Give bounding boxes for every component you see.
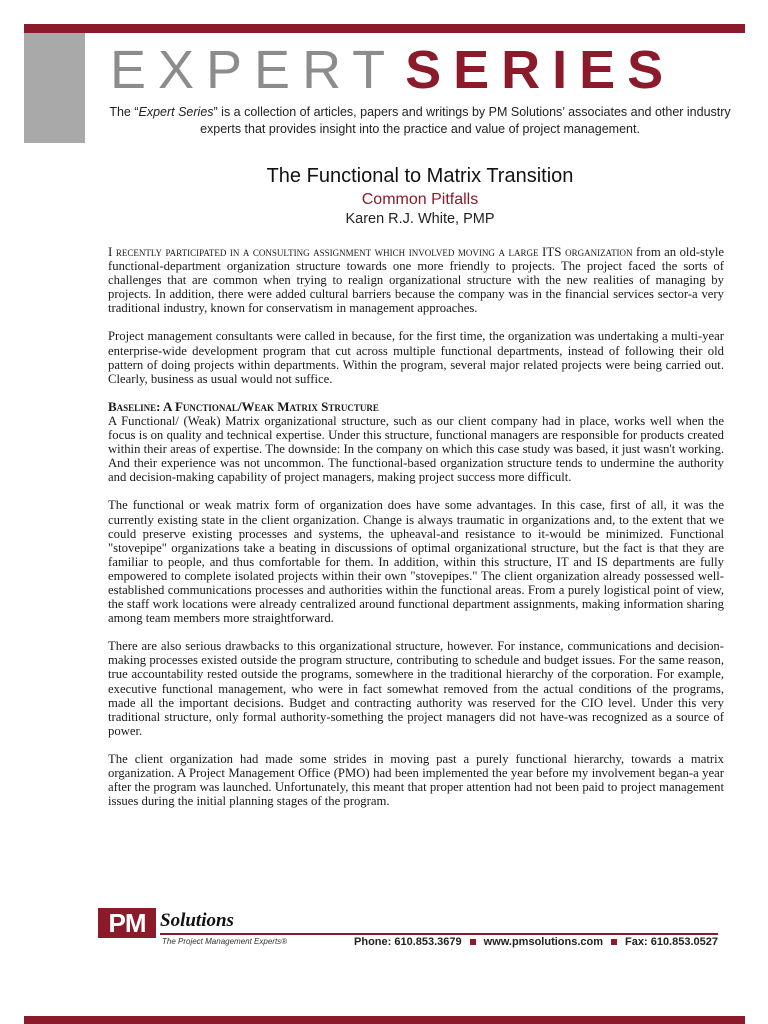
- paragraph-3-text: A Functional/ (Weak) Matrix organizational structure, such as our client company had in place, works well when the focus is on quality and technical expertise. Under this structure, functional managers are responsible for products created within their areas of expertise. The downside: In the company on which this case study was based, it just wasn't working. And their experience was not uncommon. The functional-based organization structure tends to undermine the authority and decision-making capability of project managers, making project success more difficult.: [108, 413, 724, 485]
- series-word-expert: EXPERT: [110, 40, 398, 100]
- article-subtitle: Common Pitfalls: [361, 191, 479, 208]
- footer: [96, 906, 720, 950]
- paragraph-1-text: from an old-style functional-department organization structure towards one more friendly to projects. The project faced the sorts of challenges that are common when trying to realign organizational structure with the new realities of managing by projects. In addition, there were added cultural barriers because the company was in the financial services sector-a very traditional industry, known for conservatism in management approaches.: [108, 245, 724, 316]
- contact-line: [306, 936, 718, 948]
- bullet-square-icon: [611, 939, 617, 945]
- series-intro: [100, 104, 740, 138]
- article-title: The Functional to Matrix Transition: [266, 165, 574, 187]
- website-link[interactable]: www.pmsolutions.com: [483, 936, 604, 948]
- intro-text: ” is a collection of articles, papers and writings by PM Solutions’ associates and other industry experts that provides insight into the practice and value of project management.: [200, 105, 731, 136]
- paragraph-3: [108, 400, 724, 485]
- footer-rule: [160, 933, 718, 935]
- paragraph-1: [108, 245, 724, 315]
- fax-number: Fax: 610.853.0527: [625, 936, 718, 948]
- bottom-accent-rule: [24, 1016, 745, 1024]
- section-heading: Baseline: A Functional/Weak Matrix Structure: [108, 398, 379, 414]
- series-title: [110, 40, 675, 100]
- paragraph-1-lead-in: I recently participated in a consulting assignment which involved moving a large ITS organization: [108, 244, 633, 259]
- paragraph-5: There are also serious drawbacks to this organizational structure, however. For instance, communications and decision-making processes existed outside the program structure, contributing to schedule and budget issues. For the same reason, true accountability rested outside the programs, somewhere in the traditional hierarchy of the corporation. For example, executive functional management, who were in fact somewhat removed from the actual conditions of the programs, made all the important decisions. Budget and contracting authority was reserved for the CIO level. Under this very traditional structure, only formal authority-something the project managers did not have-was recognized as a source of power.: [108, 639, 724, 738]
- top-accent-rule: [24, 24, 745, 33]
- article-body: [108, 245, 724, 808]
- logo-tagline: The Project Management Experts®: [162, 937, 288, 946]
- paragraph-4: The functional or weak matrix form of organization does have some advantages. In this case, first of all, it was the currently existing state in the client organization. Change is always traumatic in organizations and, to the extent that we could preserve existing processes and systems, the upheaval-and resistance to it-would be minimized. Functional "stovepipe" organizations take a beating in discussions of optimal organizational structure, but the fact is that they are familiar to people, and thus comfortable for them. In addition, within this structure, IT and IS departments are fully empowered to complete isolated projects within their own "stovepipes." The client organization already possessed well-established communications processes and authorities within the functional areas. From a purely logistical point of view, the staff work locations were already centralized around functional department assignments, making information sharing among team members more straightforward.: [108, 498, 724, 626]
- article-author: Karen R.J. White, PMP: [345, 211, 495, 227]
- pm-logo-wordmark: Solutions: [160, 910, 234, 931]
- intro-series-name: Expert Series: [138, 105, 214, 119]
- bullet-square-icon: [470, 939, 476, 945]
- paragraph-6: The client organization had made some strides in moving past a purely functional hierarchy, towards a matrix organization. A Project Management Office (PMO) had been implemented the year before my involvement began-a year after the program was launched. Unfortunately, this meant that proper attention had not been paid to project management issues during the initial planning stages of the program.: [108, 751, 724, 809]
- series-word-series: SERIES: [405, 40, 676, 100]
- phone-number: Phone: 610.853.3679: [354, 936, 462, 948]
- intro-prefix: The “: [109, 105, 139, 119]
- paragraph-2: Project management consultants were called in because, for the first time, the organization was undertaking a multi-year enterprise-wide development program that cut across multiple functional departments, instead of following their old pattern of doing projects within departments. Within the program, several major related projects were being carried out. Clearly, business as usual would not suffice.: [108, 329, 724, 386]
- pm-logo-mark: PM: [98, 908, 156, 938]
- header-gray-block: [24, 33, 85, 143]
